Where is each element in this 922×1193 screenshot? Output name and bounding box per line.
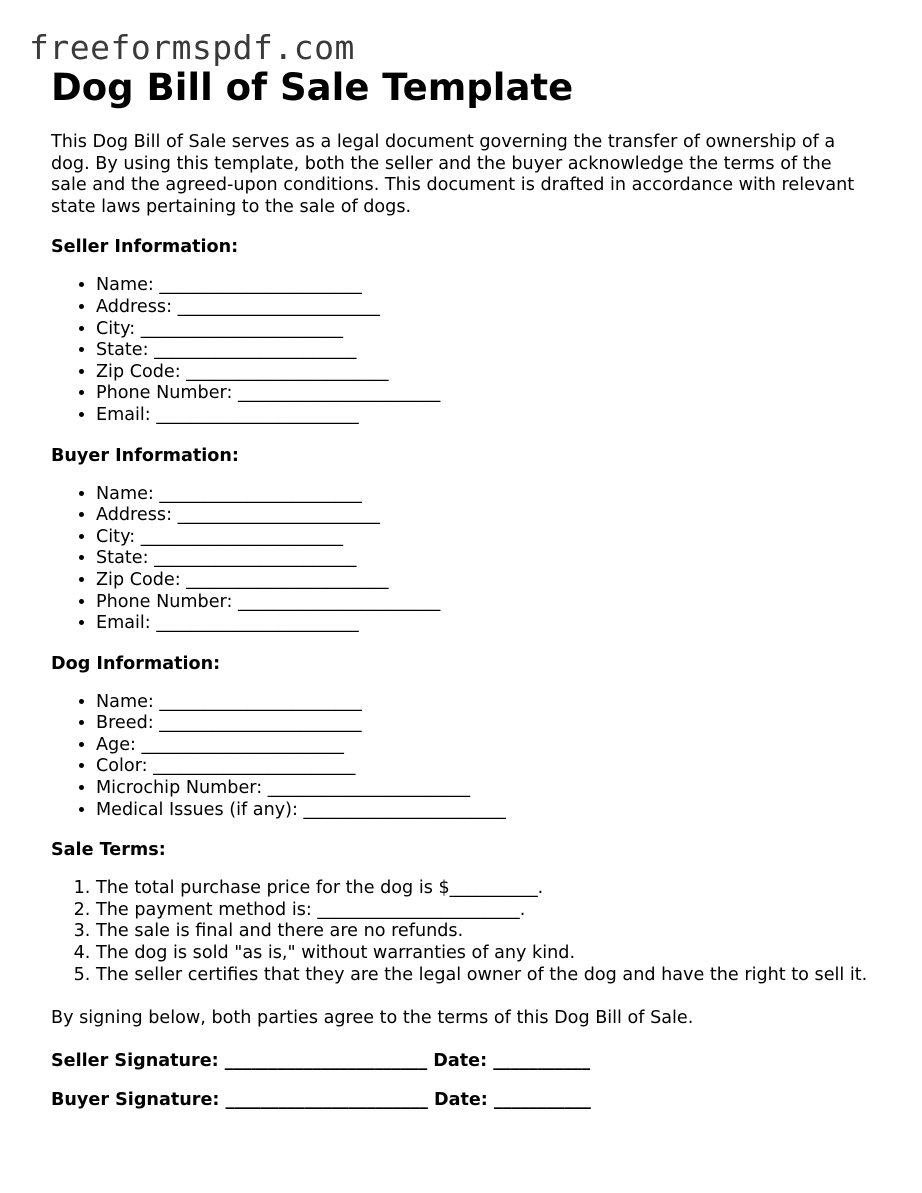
seller-section-heading: Seller Information:: [51, 237, 239, 258]
dog-name-field: • Name: _______________________: [96, 692, 871, 714]
term-as-is: 4. The dog is sold "as is," without warranties of any kind.: [96, 943, 871, 965]
buyer-section-heading: Buyer Information:: [51, 445, 239, 466]
dog-section-heading: Dog Information:: [51, 653, 221, 674]
seller-city-field: • City: _______________________: [96, 319, 871, 341]
buyer-address-field: • Address: _______________________: [96, 505, 871, 527]
term-final-sale: 3. The sale is final and there are no refunds.: [96, 921, 871, 943]
seller-signature-line: Seller Signature: _______________________ Date: ___________: [51, 1051, 590, 1072]
buyer-signature-line: Buyer Signature: _______________________ Date: ___________: [51, 1090, 591, 1111]
closing-statement: By signing below, both parties agree to the terms of this Dog Bill of Sale.: [51, 1008, 694, 1029]
buyer-info-list: [51, 484, 871, 635]
terms-section-heading: Sale Terms:: [51, 840, 166, 861]
seller-info-list: [51, 275, 871, 426]
seller-zip-field: • Zip Code: _______________________: [96, 362, 871, 384]
dog-breed-field: • Breed: _______________________: [96, 713, 871, 735]
site-watermark: freeformspdf.com: [29, 28, 355, 67]
dog-info-list: [51, 692, 871, 822]
document-body: [51, 64, 871, 1111]
seller-email-field: • Email: _______________________: [96, 405, 871, 427]
seller-address-field: • Address: _______________________: [96, 297, 871, 319]
term-ownership: 5. The seller certifies that they are the legal owner of the dog and have the right to sell it.: [96, 965, 871, 987]
term-price: 1. The total purchase price for the dog is $__________.: [96, 878, 871, 900]
seller-phone-field: • Phone Number: _______________________: [96, 383, 871, 405]
buyer-phone-field: • Phone Number: _______________________: [96, 592, 871, 614]
buyer-city-field: • City: _______________________: [96, 527, 871, 549]
dog-age-field: • Age: _______________________: [96, 735, 871, 757]
intro-paragraph: This Dog Bill of Sale serves as a legal document governing the transfer of ownership of a dog. By using this template, both the seller and the buyer acknowledge the terms of the sale and the agreed-upon conditions. This document is drafted in accordance with relevant state laws pertaining to the sale of dogs.: [51, 132, 855, 217]
dog-microchip-field: • Microchip Number: _______________________: [96, 778, 871, 800]
seller-state-field: • State: _______________________: [96, 340, 871, 362]
dog-color-field: • Color: _______________________: [96, 756, 871, 778]
buyer-zip-field: • Zip Code: _______________________: [96, 570, 871, 592]
buyer-email-field: • Email: _______________________: [96, 613, 871, 635]
buyer-state-field: • State: _______________________: [96, 548, 871, 570]
dog-medical-field: • Medical Issues (if any): _______________________: [96, 800, 871, 822]
page-title: Dog Bill of Sale Template: [51, 66, 574, 109]
sale-terms-list: [51, 878, 871, 986]
term-payment-method: 2. The payment method is: _______________________.: [96, 900, 871, 922]
buyer-name-field: • Name: _______________________: [96, 484, 871, 506]
seller-name-field: • Name: _______________________: [96, 275, 871, 297]
